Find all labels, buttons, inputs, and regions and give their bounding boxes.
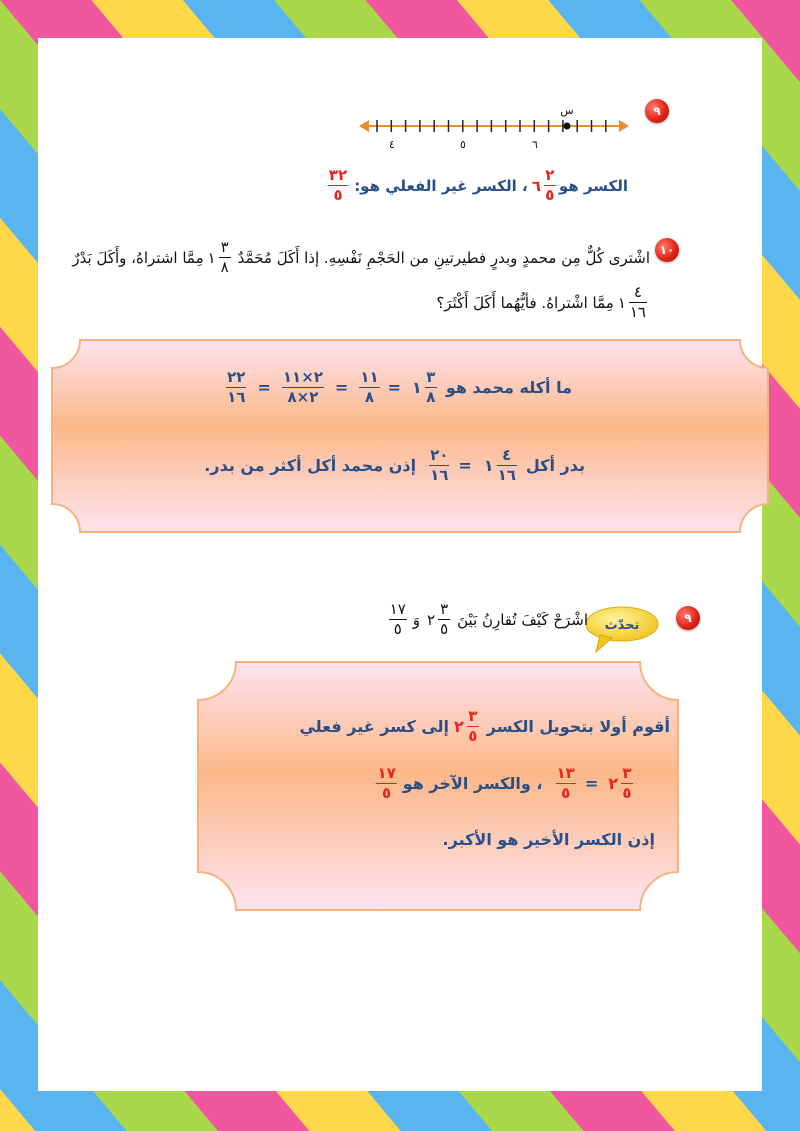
- mixed-number: $\frac{٣}{٨}$ ١: [412, 368, 436, 406]
- fraction: $\frac{٢٠}{١٦}$: [430, 446, 449, 484]
- tick-label: ٦: [532, 138, 538, 151]
- question-number-badge: ٩: [645, 99, 669, 123]
- number-line: [355, 106, 635, 154]
- q9-answer-line: [325, 168, 628, 203]
- question-number-badge: ١٠: [655, 238, 679, 262]
- fraction: $\frac{١٧}{٥}$: [389, 600, 406, 638]
- talk-solution-line-1: أقوم أولا بتحويل الكسر $\frac{٣}{٥}$ ٢ إلى كسر غير فعلي: [299, 707, 670, 745]
- whole-number: ٦: [531, 176, 541, 195]
- mixed-number: $\frac{٣}{٥}$ ٢: [454, 707, 478, 745]
- q9-talk-prompt: اشْرَحْ كَيْفَ تُقارِنُ بَيْنَ $\frac{٣}{٥}$ ٢ وَ $\frac{١٧}{٥}$: [389, 600, 588, 638]
- question-text: اشْترى كُلٌّ مِن محمدٍ وبدرٍ فطيرتينِ من الحَجْمِ نَفْسِهِ. إذا أَكَلَ مُحَمَّدٌ: [237, 248, 650, 267]
- fraction: $\frac{١١}{٨}$: [360, 368, 379, 406]
- solution-row-1: ما أكله محمد هو $\frac{٣}{٨}$ ١ = $\frac{١١}{٨}$ = $\frac{٢\times ١١}{٢\times ٨}$ = $\frac{٢٢}{١٦}$: [227, 368, 572, 406]
- fraction: $\frac{٢\times ١١}{٢\times ٨}$: [282, 368, 323, 406]
- talk-speech-bubble: [582, 604, 664, 656]
- fraction: $\frac{٣٢}{٥}$: [328, 166, 348, 204]
- variable-label: س: [560, 106, 574, 117]
- mixed-number: $\frac{٤}{١٦}$ ١: [483, 446, 516, 484]
- fraction: $\frac{٢٢}{١٦}$: [227, 368, 246, 406]
- fraction: $\frac{٢}{٥}$: [545, 166, 555, 204]
- mixed-number: $\frac{٣}{٨}$ ١: [207, 238, 229, 276]
- answer-text: الكسر هو: [558, 176, 628, 195]
- tick-label: ٤: [389, 138, 395, 151]
- mixed-number: $\frac{٣}{٥}$ ٢: [427, 600, 449, 638]
- question-text: مِمَّا اشتراهُ، وأَكَلَ بَدْرٌ: [72, 248, 204, 267]
- question-number-badge: ٩: [676, 606, 700, 630]
- q10-text-line-2: [436, 285, 650, 320]
- answer-text: ، الكسر غير الفعلي هو:: [354, 176, 528, 195]
- fraction: $\frac{١٣}{٥}$: [556, 764, 575, 802]
- q10-text-line-1: [72, 238, 650, 276]
- talk-solution-line-3: إذن الكسر الأخير هو الأكبر.: [442, 830, 655, 849]
- tick-label: ٥: [460, 138, 466, 151]
- solution-panel: [50, 338, 770, 534]
- talk-solution-line-2: $\frac{٣}{٥}$ ٢ = $\frac{١٣}{٥}$ ، والكسر الآخر هو $\frac{١٧}{٥}$: [373, 766, 640, 801]
- mixed-number: $\frac{٣}{٥}$ ٢: [608, 764, 632, 802]
- talk-label: تحدّث: [604, 618, 640, 633]
- mixed-number: $\frac{٤}{١٦}$ ١: [617, 283, 646, 321]
- solution-row-2: بدر أكل $\frac{٤}{١٦}$ ١ = $\frac{٢٠}{١٦}$ إذن محمد أكل أكثر من بدر.: [204, 446, 585, 484]
- fraction: $\frac{١٧}{٥}$: [377, 764, 396, 802]
- question-text: مِمَّا اشْتراهُ. فأيُّهُما أَكَلَ أَكْثَرَ؟: [436, 293, 614, 312]
